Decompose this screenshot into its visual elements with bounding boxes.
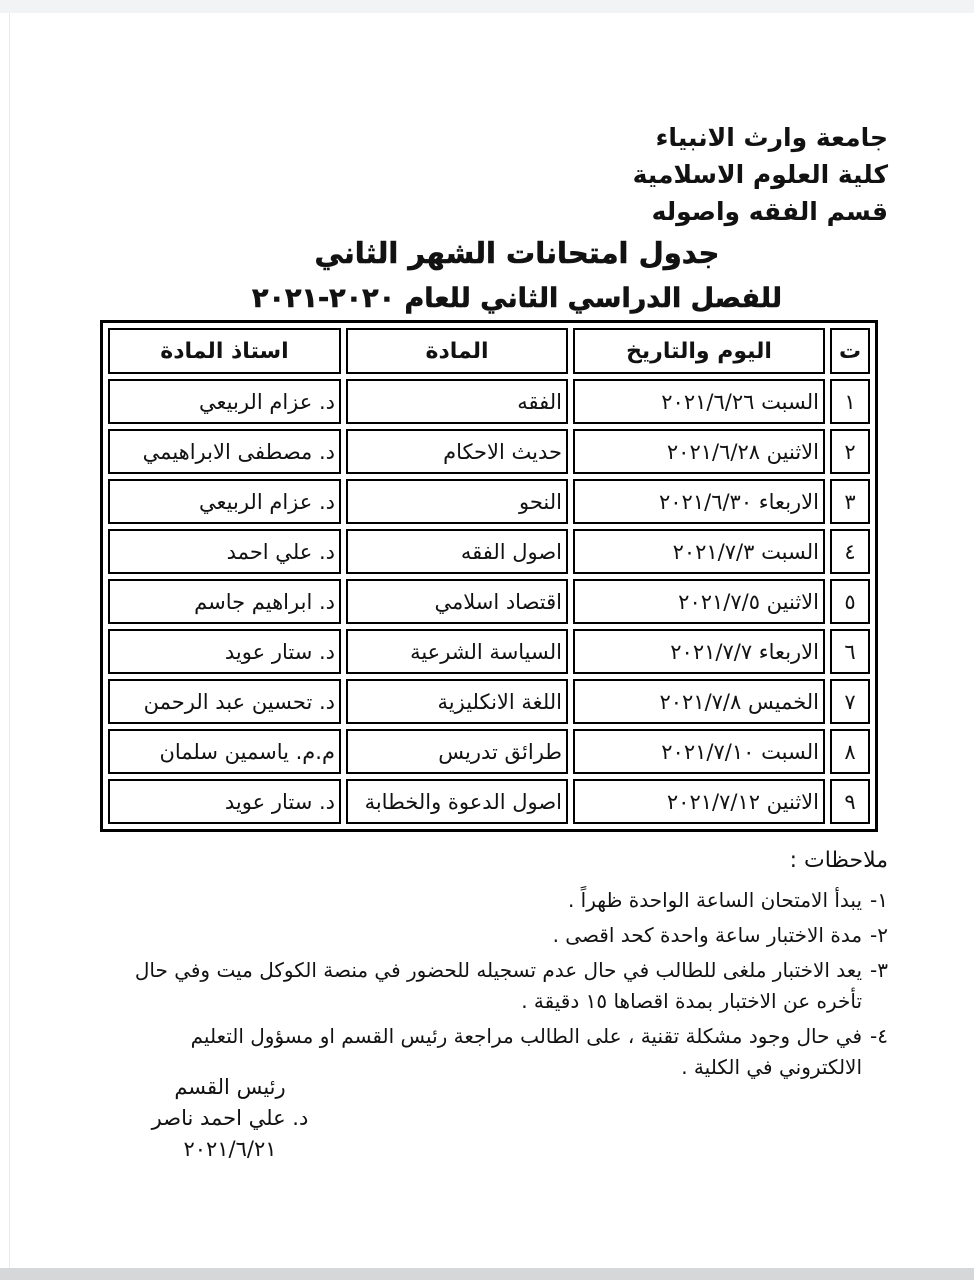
column-header-day-date: اليوم والتاريخ	[573, 328, 825, 374]
institution-department: قسم الفقه واصوله	[651, 197, 888, 226]
page-bottom-edge	[0, 1268, 974, 1280]
page-top-edge	[0, 0, 974, 13]
table-row	[108, 579, 870, 624]
day-date-cell: الاثنين ٢٠٢١/٧/٥	[573, 579, 825, 624]
note-item	[102, 920, 888, 951]
signature-role: رئيس القسم	[174, 1075, 286, 1099]
day-date-cell: السبت ٢٠٢١/٧/٣	[573, 529, 825, 574]
table-row	[108, 629, 870, 674]
table-row	[108, 679, 870, 724]
teacher-cell: د. ابراهيم جاسم	[108, 579, 341, 624]
column-header-index: ت	[830, 328, 870, 374]
teacher-cell: د. علي احمد	[108, 529, 341, 574]
day-date-cell: الخميس ٢٠٢١/٧/٨	[573, 679, 825, 724]
table-row	[108, 379, 870, 424]
subject-cell: النحو	[346, 479, 568, 524]
table-row	[108, 479, 870, 524]
title-block	[60, 236, 974, 315]
note-text: يبدأ الامتحان الساعة الواحدة ظهراً .	[567, 888, 863, 912]
day-date-cell: الاربعاء ٢٠٢١/٦/٣٠	[573, 479, 825, 524]
column-header-teacher: استاذ المادة	[108, 328, 341, 374]
row-number-cell: ٢	[830, 429, 870, 474]
day-date-cell: الاثنين ٢٠٢١/٦/٢٨	[573, 429, 825, 474]
exam-subtitle: للفصل الدراسي الثاني للعام ٢٠٢٠-٢٠٢١	[252, 283, 782, 314]
notes-section	[102, 846, 888, 1087]
row-number-cell: ٣	[830, 479, 870, 524]
exam-schedule-table	[100, 320, 878, 832]
day-date-cell: السبت ٢٠٢١/٦/٢٦	[573, 379, 825, 424]
note-item	[102, 955, 888, 1017]
institution-college: كلية العلوم الاسلامية	[632, 160, 888, 189]
teacher-cell: د. ستار عويد	[108, 629, 341, 674]
teacher-cell: د. عزام الربيعي	[108, 379, 341, 424]
day-date-cell: السبت ٢٠٢١/٧/١٠	[573, 729, 825, 774]
note-text: مدة الاختبار ساعة واحدة كحد اقصى .	[552, 923, 863, 947]
note-text: في حال وجود مشكلة تقنية ، على الطالب مراجعة رئيس القسم او مسؤول التعليم الالكتروني في الكلية .	[190, 1024, 863, 1079]
teacher-cell: م.م. ياسمين سلمان	[108, 729, 341, 774]
row-number-cell: ٤	[830, 529, 870, 574]
signature-block	[130, 1072, 330, 1165]
teacher-cell: د. تحسين عبد الرحمن	[108, 679, 341, 724]
note-number: ٣-	[870, 958, 888, 982]
teacher-cell: د. مصطفى الابراهيمي	[108, 429, 341, 474]
subject-cell: طرائق تدريس	[346, 729, 568, 774]
subject-cell: الفقه	[346, 379, 568, 424]
subject-cell: اصول الدعوة والخطابة	[346, 779, 568, 824]
institution-university: جامعة وارث الانبياء	[655, 123, 888, 152]
page-left-edge	[9, 13, 10, 1268]
note-number: ٤-	[870, 1024, 888, 1048]
column-header-subject: المادة	[346, 328, 568, 374]
row-number-cell: ٧	[830, 679, 870, 724]
table-row	[108, 429, 870, 474]
institution-block	[633, 119, 888, 230]
subject-cell: اصول الفقه	[346, 529, 568, 574]
note-item	[102, 885, 888, 916]
day-date-cell: الاثنين ٢٠٢١/٧/١٢	[573, 779, 825, 824]
signature-name: د. علي احمد ناصر	[151, 1106, 309, 1130]
table-row	[108, 529, 870, 574]
subject-cell: السياسة الشرعية	[346, 629, 568, 674]
table-row	[108, 779, 870, 824]
note-number: ٢-	[870, 923, 888, 947]
subject-cell: حديث الاحكام	[346, 429, 568, 474]
table-header-row	[108, 328, 870, 374]
day-date-cell: الاربعاء ٢٠٢١/٧/٧	[573, 629, 825, 674]
row-number-cell: ٩	[830, 779, 870, 824]
row-number-cell: ١	[830, 379, 870, 424]
note-text: يعد الاختبار ملغى للطالب في حال عدم تسجيله للحضور في منصة الكوكل ميت وفي حال تأخره عن الاختبار بمدة اقصاها ١٥ دقيقة .	[134, 958, 863, 1013]
subject-cell: اللغة الانكليزية	[346, 679, 568, 724]
exam-title: جدول امتحانات الشهر الثاني	[314, 236, 720, 270]
note-number: ١-	[870, 888, 888, 912]
row-number-cell: ٥	[830, 579, 870, 624]
notes-heading: ملاحظات :	[789, 848, 888, 873]
table-row	[108, 729, 870, 774]
teacher-cell: د. عزام الربيعي	[108, 479, 341, 524]
subject-cell: اقتصاد اسلامي	[346, 579, 568, 624]
teacher-cell: د. ستار عويد	[108, 779, 341, 824]
row-number-cell: ٨	[830, 729, 870, 774]
row-number-cell: ٦	[830, 629, 870, 674]
signature-date: ٢٠٢١/٦/٢١	[183, 1137, 277, 1161]
